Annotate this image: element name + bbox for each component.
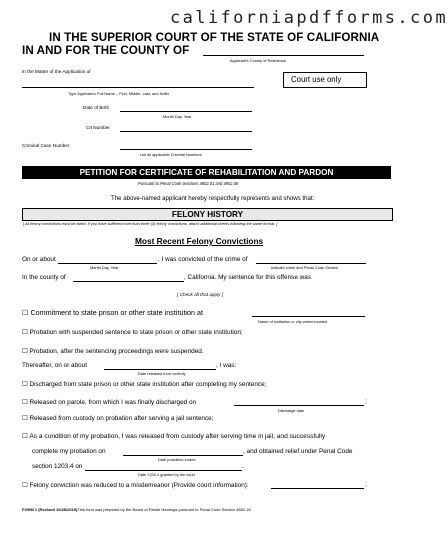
conviction-date-field[interactable] [58,263,157,264]
court-header-line1: IN THE SUPERIOR COURT OF THE STATE OF CALIFORNIA [49,31,380,44]
thereafter-label: Thereafter, on or about [22,362,88,369]
section-1203-caption: Date 1203.4 granted by the court [138,472,195,477]
dob-field[interactable] [120,111,252,112]
probation-end-field[interactable] [123,455,243,456]
county-of-label: In the county of [22,274,66,281]
probation-end-caption: Date probation ended [158,457,196,462]
felony-history-banner [22,208,393,221]
county-field[interactable] [203,55,364,56]
case-number-label: Criminal Case Number [22,143,70,148]
condition-checkbox[interactable]: ☐ As a condition of my probation, I was released from custody after serving time in jail, and successfully [22,433,326,440]
crime-field[interactable] [256,263,366,264]
released-custody-checkbox[interactable]: ☐ Released from custody on probation after serving a jail sentence; [22,415,214,422]
dob-caption: Month Day, Year [163,114,192,119]
matter-label: In the Matter of the Application of [22,69,91,74]
felony-note: [ All felony convictions must be listed. If you have suffered more than three (3) felony convictions, attach additional sheets following the same format. ] [23,222,278,226]
check-all-note: [ Check all that apply ] [177,292,224,297]
conviction-county-field[interactable] [73,281,184,282]
conviction-date-caption: Month Day, Year [90,265,119,270]
release-date-field[interactable] [104,369,216,370]
felony-history-title: FELONY HISTORY [171,210,244,219]
sentence-label: , California. My sentence for this offense was [184,274,312,281]
institution-field[interactable] [252,316,365,317]
discharged-checkbox[interactable]: ☐ Discharged from state prison or other state institution after completing my sentence; [22,381,267,388]
release-date-caption: Date released from custody [138,371,186,376]
commitment-checkbox[interactable]: ☐ Commitment to state prison or other state institution at [22,308,204,317]
convicted-label: , I was convicted of the crime of [158,256,248,263]
petition-title-banner [22,166,391,179]
on-or-about-label: On or about [22,256,56,263]
parole-semicolon: ; [365,398,367,405]
section-1203-label: section 1203.4 on [32,463,83,470]
crime-caption: Indicate crime and Penal Code Section [271,265,339,270]
watermark-text: californiapdfforms.com [170,8,448,28]
complete-probation-label: complete my probation on [32,448,106,455]
petition-title: PETITION FOR CERTIFICATE OF REHABILITATION AND PARDON [79,168,334,177]
section-1203-date-field[interactable] [85,470,242,471]
petition-subtitle: Pursuant to Penal Code Sections 4852.01 and 4852.06 [138,181,239,186]
parole-checkbox[interactable]: ☐ Released on parole, from which I was finally discharged on [22,399,197,406]
most-recent-heading: Most Recent Felony Convictions [135,236,264,246]
court-info-field[interactable] [271,488,364,489]
cii-label: CII Number [86,125,110,130]
misdemeanor-semicolon: ; [365,481,367,488]
form-id: FORM 1 (Revised 10/25/2019) [22,507,78,512]
form-footer [22,507,251,512]
i-was-label: , I was: [216,362,237,369]
case-number-caption: List all applicable Criminal Numbers [140,152,202,157]
misdemeanor-checkbox[interactable]: ☐ Felony conviction was reduced to a misdemeanor (Provide court information): [22,482,249,489]
relief-label: , and obtained relief under Penal Code [243,448,353,455]
form-note: This form was prepared by the Board of Parole Hearings pursuant to Penal Code Section 4852.18 [77,507,251,512]
petition-intro: The above-named applicant hereby respectfully represents and shows that: [111,195,315,202]
parole-discharge-field[interactable] [234,405,364,406]
probation-state-checkbox[interactable]: ☐ Probation with suspended sentence to state prison or other state institution; [22,329,243,336]
court-use-label: Court use only [291,75,342,84]
institution-caption: Name of institution or city where located [258,319,327,324]
court-header-line2: IN AND FOR THE COUNTY OF [22,44,190,57]
court-use-box [283,72,367,88]
county-caption: Applicant's County of Residence [230,58,286,63]
case-number-field[interactable] [120,149,252,150]
probation-after-checkbox[interactable]: ☐ Probation, after the sentencing proceedings were suspended. [22,348,204,355]
applicant-name-field[interactable] [22,87,254,88]
applicant-name-caption: Type Applicant's Full Name – First, Middle, Last, and Suffix [68,91,170,96]
section-period: . [242,463,244,470]
cii-field[interactable] [120,131,252,132]
discharge-caption: Discharge date [278,408,305,413]
dob-label: Date of Birth [83,105,110,110]
